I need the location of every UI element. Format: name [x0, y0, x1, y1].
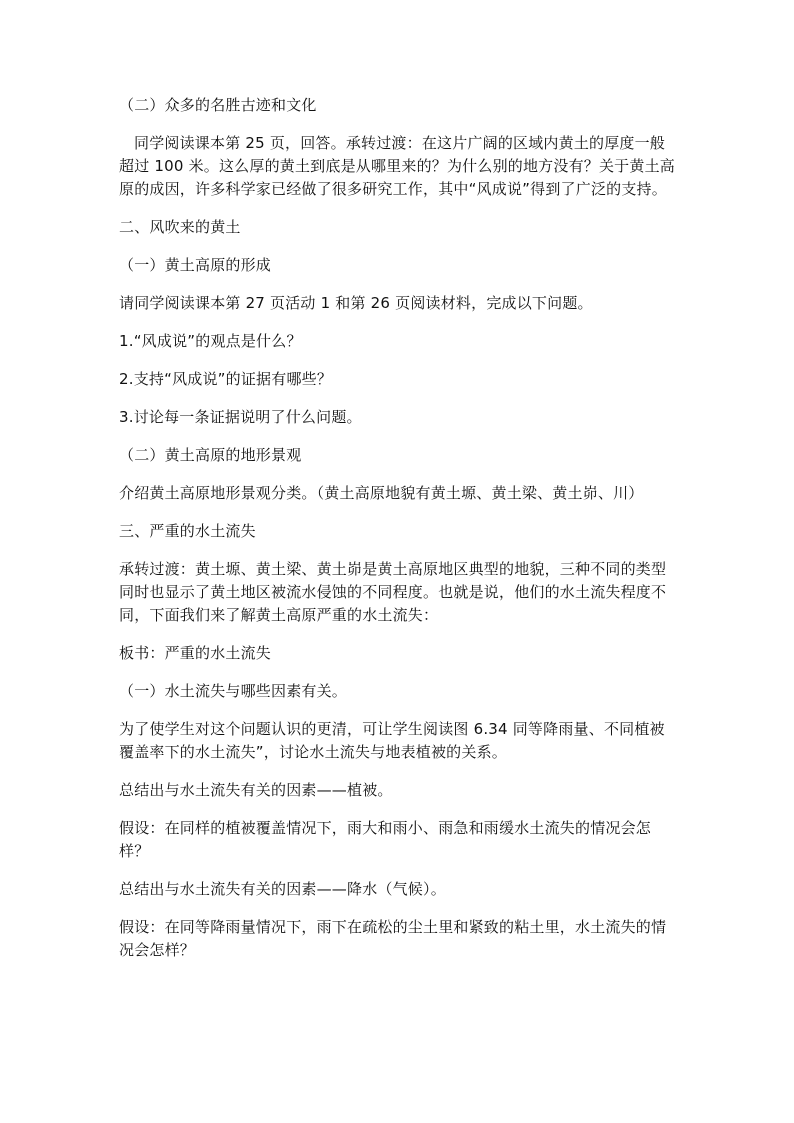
board-note: 板书：严重的水土流失: [119, 644, 272, 662]
hypothesis-rainfall: 假设：在同样的植被覆盖情况下，雨大和雨小、雨急和雨缓水土流失的情况会怎样？: [119, 819, 652, 860]
subheading-erosion-factors: （一）水土流失与哪些因素有关。: [119, 682, 348, 700]
question-1: 1.“风成说”的观点是什么？: [119, 332, 302, 350]
subheading-loess-formation: （一）黄土高原的形成: [119, 256, 272, 274]
vegetation-discussion-paragraph: 为了使学生对这个问题认识的更清，可让学生阅读图 6.34 同等降雨量、不同植被覆盖率下的水土流失”，讨论水土流失与地表植被的关系。: [119, 720, 665, 761]
subheading-landforms: （二）黄土高原的地形景观: [119, 446, 302, 464]
summary-precipitation-factor: 总结出与水土流失有关的因素——降水（气候）。: [119, 880, 446, 898]
question-3: 3.讨论每一条证据说明了什么问题。: [119, 408, 362, 426]
landform-classification: 介绍黄土高原地形景观分类。（黄土高原地貌有黄土塬、黄土梁、黄土峁、川）: [119, 484, 644, 502]
section-heading-wind-loess: 二、风吹来的黄土: [119, 218, 241, 236]
reading-instruction: 请同学阅读课本第 27 页活动 1 和第 26 页阅读材料，完成以下问题。: [119, 294, 593, 312]
section-heading-scenic-culture: （二）众多的名胜古迹和文化: [119, 96, 317, 114]
question-2: 2.支持“风成说”的证据有哪些？: [119, 370, 333, 388]
transition-paragraph-erosion: 承转过渡：黄土塬、黄土梁、黄土峁是黄土高原地区典型的地貌，三种不同的类型同时也显示了黄土地区被流水侵蚀的不同程度。也就是说，他们的水土流失程度不同，下面我们来了解黄土高原严重的水土流失：: [119, 560, 667, 624]
section-heading-soil-erosion: 三、严重的水土流失: [119, 522, 256, 540]
document-body: [119, 94, 679, 962]
transition-paragraph-loess-origin: 同学阅读课本第 25 页，回答。承转过渡：在这片广阔的区域内黄土的厚度一般超过 100 米。这么厚的黄土到底是从哪里来的？为什么别的地方没有？关于黄土高原的成因，许多科学家已经做了很多研究工作，其中“风成说”得到了广泛的支持。: [119, 134, 675, 198]
hypothesis-soil-type: 假设：在同等降雨量情况下，雨下在疏松的尘土里和紧致的粘土里，水土流失的情况会怎样？: [119, 918, 667, 959]
summary-vegetation-factor: 总结出与水土流失有关的因素——植被。: [119, 781, 393, 799]
